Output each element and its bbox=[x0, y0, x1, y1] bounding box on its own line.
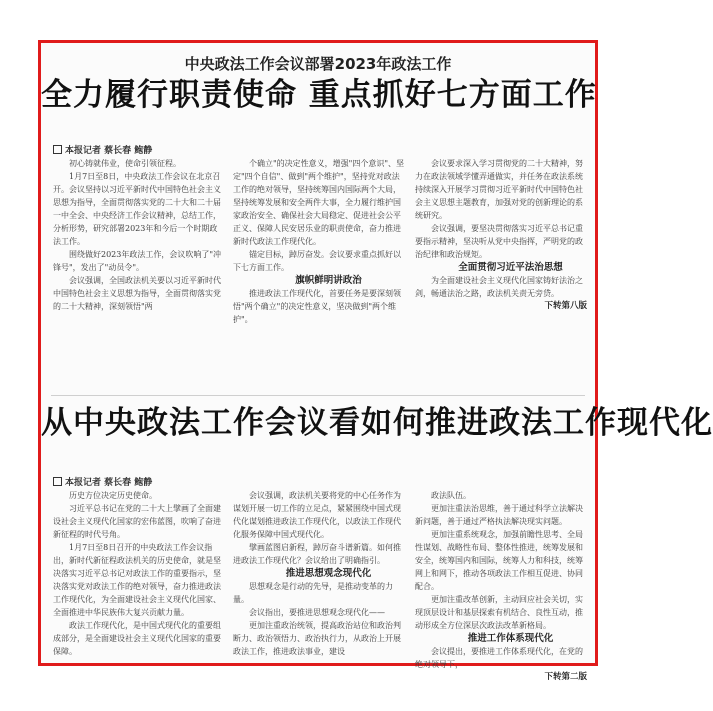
paragraph: 历史方位决定历史使命。 bbox=[69, 491, 157, 500]
article2-column-3 bbox=[415, 489, 587, 682]
paragraph: 政法工作现代化，是中国式现代化的重要组成部分，是全面建设社会主义现代化国家的重要保障。 bbox=[53, 621, 221, 656]
article1-subhead-2: 全面贯彻习近平法治思想 bbox=[458, 262, 563, 273]
article1-kicker: 中央政法工作会议部署2023年政法工作 bbox=[184, 55, 452, 73]
paragraph: 思想观念是行动的先导，是推动变革的力量。 bbox=[233, 582, 393, 604]
paragraph: 习近平总书记在党的二十大上擘画了全面建设社会主义现代化国家的宏伟蓝图，吹响了奋进新征程的时代号角。 bbox=[53, 504, 221, 539]
paragraph: 围绕做好2023年政法工作，会议吹响了"冲锋号"，发出了"动员令"。 bbox=[53, 250, 222, 272]
article2-headline: 从中央政法工作会议看如何推进政法工作现代化 bbox=[41, 405, 713, 441]
paragraph: 为全面建设社会主义现代化国家铸好法治之剑，畅通法治之路，政法机关责无旁贷。 bbox=[415, 276, 583, 298]
paragraph: 会议提出，要推进工作体系现代化，在党的绝对领导下， bbox=[415, 647, 583, 669]
article1-column-2 bbox=[233, 157, 405, 389]
article1-byline bbox=[53, 143, 152, 156]
article2-subhead-1: 推进思想观念现代化 bbox=[285, 568, 372, 579]
article2-byline bbox=[53, 475, 152, 488]
paragraph: 会议指出，要推进思想观念现代化—— bbox=[249, 608, 385, 617]
byline-box-icon bbox=[53, 145, 62, 154]
article2-column-1 bbox=[53, 489, 223, 661]
article1-column-1 bbox=[53, 157, 223, 389]
article-divider bbox=[51, 395, 585, 396]
paragraph: 1月7日至8日，中央政法工作会议在北京召开。会议坚持以习近平新时代中国特色社会主义思想为指导，全面贯彻落实党的二十大和二十届一中全会、中央经济工作会议精神，总结工作，分析形势，研究部署2023年和今后一个时期政法工作。 bbox=[53, 172, 221, 246]
byline-box-icon bbox=[53, 477, 62, 486]
article2-column-2 bbox=[233, 489, 405, 661]
article1-byline-text: 本报记者 蔡长春 鲍静 bbox=[65, 146, 153, 156]
paragraph: 个确立"的决定性意义，增强"四个意识"、坚定"四个自信"、做到"两个维护"，坚持党对政法工作的绝对领导，坚持统筹国内国际两个大局，坚持统筹发展和安全两件大事，全力履行维护国家政治安全、确保社会大局稳定、促进社会公平正义、保障人民安居乐业的职责使命，奋力推进新时代政法工作现代化。 bbox=[233, 159, 405, 246]
article2-byline-text: 本报记者 蔡长春 鲍静 bbox=[65, 478, 153, 488]
paragraph: 更加注重改革创新，主动回应社会关切，实现顶层设计和基层探索有机结合、良性互动，推动形成全方位深层次政法改革新格局。 bbox=[415, 595, 583, 630]
paragraph: 会议强调，要坚决贯彻落实习近平总书记重要指示精神，坚决听从党中央指挥，严明党的政治纪律和政治规矩。 bbox=[415, 224, 583, 259]
paragraph: 会议强调，全国政法机关要以习近平新时代中国特色社会主义思想为指导，全面贯彻落实党的二十大精神，深刻领悟"两 bbox=[53, 276, 221, 311]
paragraph: 会议要求深入学习贯彻党的二十大精神，努力在政法领域学懂弄通做实，并任务在政法系统持续深入开展学习贯彻习近平新时代中国特色社会主义思想主题教育，加强对党的创新理论的系统研究。 bbox=[415, 159, 583, 220]
article1-headline: 全力履行职责使命 重点抓好七方面工作 bbox=[41, 77, 597, 113]
article1-continued-label: 下转第八版 bbox=[544, 301, 587, 311]
newspaper-clipping bbox=[38, 40, 713, 682]
article1-subhead-1: 旗帜鲜明讲政治 bbox=[295, 275, 362, 286]
paragraph: 擘画蓝图启新程，踔厉奋斗谱新篇。如何推进政法工作现代化？会议给出了明确指引。 bbox=[233, 543, 401, 565]
paragraph: 更加注重系统观念，加强前瞻性思考、全局性谋划、战略性布局、整体性推进，统筹发展和安全，统筹国内和国际，统筹人力和科技，统筹网上和网下，推动各项政法工作相互促进、协同配合。 bbox=[415, 530, 583, 591]
paragraph: 更加注重法治思维，善于通过科学立法解决新问题，善于通过严格执法解决现实问题。 bbox=[415, 504, 583, 526]
paragraph: 1月7日至8日召开的中央政法工作会议指出，新时代新征程政法机关的历史使命，就是坚决落实习近平总书记对政法工作的重要指示，坚决落实党对政法工作的绝对领导，奋力推进政法工作现代化，为全面建设社会主义现代化国家、全面推进中华民族伟大复兴贡献力量。 bbox=[53, 543, 221, 617]
article2-continued-label: 下转第二版 bbox=[544, 672, 587, 682]
paragraph: 会议强调，政法机关要将党的中心任务作为谋划开展一切工作的立足点，紧紧围绕中国式现代化谋划推进政法工作现代化，以政法工作现代化服务保障中国式现代化。 bbox=[233, 491, 401, 539]
paragraph: 推进政法工作现代化，首要任务是要深刻领悟"两个确立"的决定性意义，坚决做到"两个维护"。 bbox=[233, 289, 401, 324]
article1-column-3 bbox=[415, 157, 587, 389]
paragraph: 更加注重政治统领，提高政治站位和政治判断力、政治领悟力、政治执行力，从政治上开展政法工作，推进政法事业，建设 bbox=[233, 621, 401, 656]
article2-subhead-2: 推进工作体系现代化 bbox=[467, 633, 554, 644]
paragraph: 锚定目标，踔厉奋发。会议要求重点抓好以下七方面工作。 bbox=[233, 250, 401, 272]
paragraph: 政法队伍。 bbox=[431, 491, 471, 500]
paragraph: 初心铸就伟业，使命引领征程。 bbox=[69, 159, 181, 168]
